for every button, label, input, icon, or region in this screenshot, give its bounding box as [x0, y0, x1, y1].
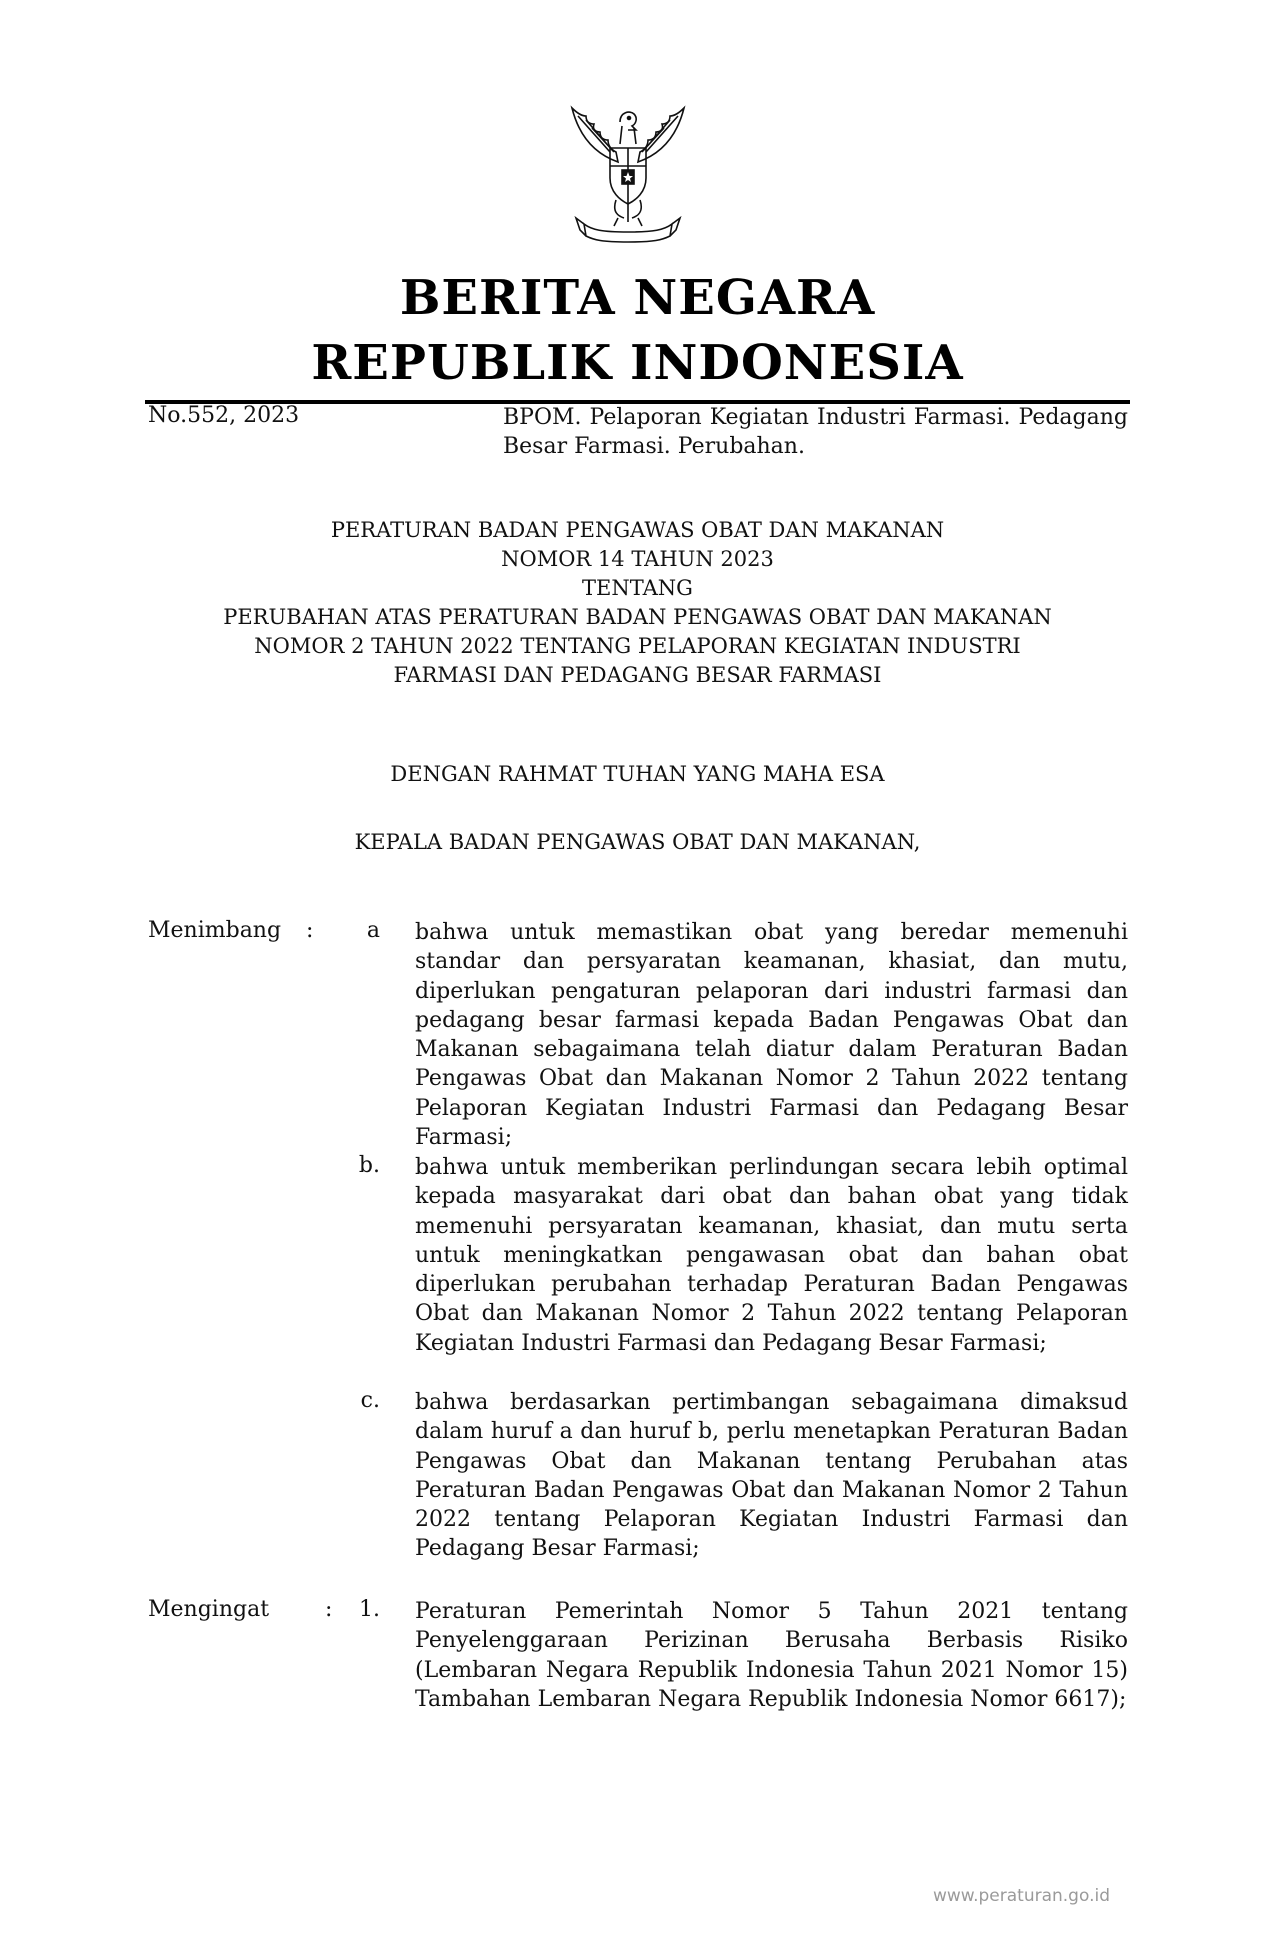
mengingat-item-text: Peraturan Pemerintah Nomor 5 Tahun 2021 tentang Penyelenggaraan Perizinan Berusaha Berbasis Risiko (Lembaran Negara Republik Indonesia Tahun 2021 Nomor 15) Tambahan Lembaran Negara Republik Indonesia Nomor 6617); [415, 1599, 1128, 1712]
gazette-number: No.552, 2023 [148, 403, 300, 428]
masthead-title-line2: REPUBLIK INDONESIA [311, 335, 964, 391]
mengingat-item-marker: 1. [359, 1597, 380, 1622]
issuing-official: KEPALA BADAN PENGAWAS OBAT DAN MAKANAN, [354, 830, 921, 854]
menimbang-item-marker: a [366, 918, 380, 943]
footer-website-url: www.peraturan.go.id [932, 1886, 1110, 1906]
title-line: FARMASI DAN PEDAGANG BESAR FARMASI [393, 663, 882, 687]
gazette-subject: BPOM. Pelaporan Kegiatan Industri Farmasi. Pedagang Besar Farmasi. Perubahan. [503, 405, 1128, 459]
menimbang-label: Menimbang [148, 918, 282, 943]
title-line: NOMOR 2 TAHUN 2022 TENTANG PELAPORAN KEGIATAN INDUSTRI [254, 634, 1021, 658]
menimbang-item-text: bahwa untuk memastikan obat yang beredar memenuhi standar dan persyaratan keamanan, khasiat, dan mutu, diperlukan pengaturan pelaporan dari industri farmasi dan pedagang besar farmasi kepada Badan Pengawas Obat dan Makanan sebagaimana telah diatur dalam Peraturan Badan Pengawas Obat dan Makanan Nomor 2 Tahun 2022 tentang Pelaporan Kegiatan Industri Farmasi dan Pedagang Besar Farmasi; [415, 920, 1128, 1151]
title-line: PERATURAN BADAN PENGAWAS OBAT DAN MAKANAN [330, 518, 945, 542]
mengingat-label: Mengingat [148, 1597, 270, 1622]
regulation-title [0, 516, 1275, 690]
menimbang-colon: : [306, 918, 314, 943]
menimbang-item-text: bahwa untuk memberikan perlindungan secara lebih optimal kepada masyarakat dari obat dan bahan obat yang tidak memenuhi persyaratan keamanan, khasiat, dan mutu serta untuk meningkatkan pengawasan obat dan bahan obat diperlukan perubahan terhadap Peraturan Badan Pengawas Obat dan Makanan Nomor 2 Tahun 2022 tentang Pelaporan Kegiatan Industri Farmasi dan Pedagang Besar Farmasi; [415, 1155, 1128, 1356]
title-line: NOMOR 14 TAHUN 2023 [501, 547, 774, 571]
menimbang-item-marker: c. [360, 1388, 380, 1413]
title-line: PERUBAHAN ATAS PERATURAN BADAN PENGAWAS OBAT DAN MAKANAN [223, 605, 1052, 629]
menimbang-item-text: bahwa berdasarkan pertimbangan sebagaimana dimaksud dalam huruf a dan huruf b, perlu menetapkan Peraturan Badan Pengawas Obat dan Makanan tentang Perubahan atas Peraturan Badan Pengawas Obat dan Makanan Nomor 2 Tahun 2022 tentang Pelaporan Kegiatan Industri Farmasi dan Pedagang Besar Farmasi; [415, 1390, 1128, 1562]
masthead-title-line1: BERITA NEGARA [399, 270, 876, 326]
title-line: TENTANG [582, 576, 693, 600]
mengingat-colon: : [325, 1597, 333, 1622]
opening-phrase: DENGAN RAHMAT TUHAN YANG MAHA ESA [390, 762, 885, 786]
menimbang-item-marker: b. [358, 1153, 380, 1178]
garuda-pancasila-emblem-icon [558, 100, 698, 250]
